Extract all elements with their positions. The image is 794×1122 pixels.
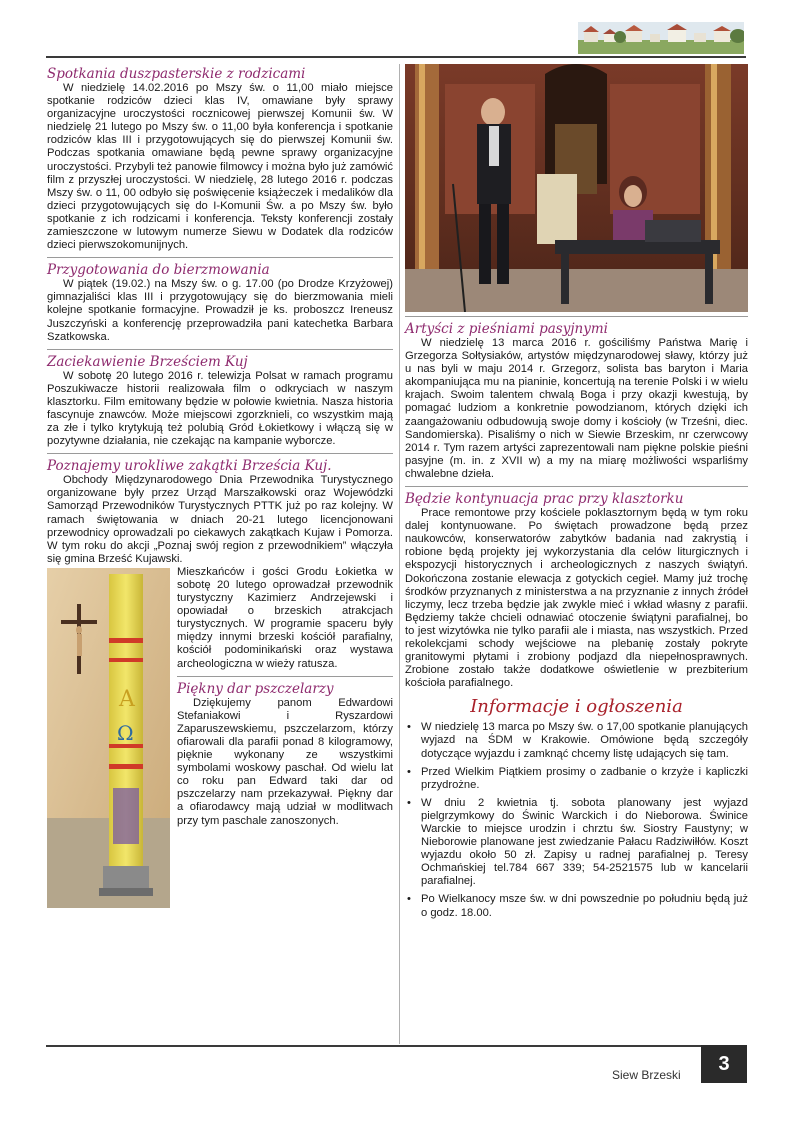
section-rule — [47, 257, 393, 258]
section-text-parents-meetings: W niedzielę 14.02.2016 po Mszy św. o 11,00 miało miejsce spotkanie rodziców dzieci klas IV, omawiane były sprawy organizacyjne uroczystości rocznicowej pierwszej Komunii św. W niedzielę 21 lutego po Mszy św. o 11,00 była konferencja i spotkanie rodziców klas III i przygotowujących się do pierwszej Komunii św. Podczas spotkania omawiane będą pewne sprawy organizacyjne uroczystości. Przybyli też panowie filmowcy i można było już zamówić film z przyszłej uroczystości. W niedzielę, 28 lutego 2016 r. podczas Mszy św. o 11, 00 odbyło się poświęcenie książeczek i medalików dla dzieci przygotowujących się do I-Komunii Św. a po Mszy św. było spotkanie z ich rodzicami i konferencja. Teksty konferencji zostały zamieszczone w lutowym numerze Siewu w Dodatek dla rodziców dzieci pierwszokomunijnych. — [47, 82, 393, 252]
section-rule — [405, 316, 748, 317]
footer-rule — [46, 1045, 701, 1047]
announcement-item: • W niedzielę 13 marca po Mszy św. o 17,00 spotkanie planujących wyjazd na ŚDM w Krakowie. Omówione będą szczegóły dotyczące wyjazdu i zamknąć chcemy listę udających się tam. — [405, 721, 748, 760]
artists-concert-photo — [405, 64, 748, 312]
section-text-confirmation: W piątek (19.02.) na Mszy św. o g. 17.00 (po Drodze Krzyżowej) gimnazjaliści klas III i przygotowujący się do bierzmowania mieli kolejne spotkanie formacyjne. Prowadził je ks. proboszcz Ireneusz Juszczyński a konferencję przeprowadziła pani katechetka Barbara Szatkowska. — [47, 278, 393, 343]
section-title-tv-film: Zaciekawienie Brześciem Kuj — [47, 353, 248, 370]
section-rule — [405, 486, 748, 487]
right-column — [405, 64, 748, 925]
announcements-list — [405, 721, 748, 919]
section-text-guides-a: Obchody Międzynarodowego Dnia Przewodnika Turystycznego organizowane były przez Urząd Marszałkowski oraz Wojewódzki Samorząd Przewodników Turystycznych PTTK już po raz kolejny. W ramach świętowania w dniach 20-21 lutego licencjonowani przewodnicy oprowadzali po ciekawych zakątkach Kujaw i Pomorza. W tym roku do akcji „Poznaj swój region z przewodnikiem” włączyła się gmina Brześć Kujawski. — [47, 474, 393, 565]
publication-name: Siew Brzeski — [612, 1068, 681, 1082]
paschal-candle-photo — [47, 568, 170, 908]
announcements-title: Informacje i ogłoszenia — [470, 696, 683, 718]
svg-text:A: A — [119, 686, 135, 712]
section-text-guides-b: Mieszkańców i gości Grodu Łokietka w sobotę 20 lutego oprowadzał przewodnik turystyczny Kazimierz Andrzejewski i opowiadał o brzeskich atrakcjach turystycznych. W programie spaceru były między innymi brzeski kościół parafialny, kościół podominikański oraz wystawa archeologiczna w wieży ratusza. — [177, 565, 393, 670]
section-title-monastery-works: Będzie kontynuacja prac przy klasztorku — [405, 491, 684, 508]
announcement-item: • Po Wielkanocy msze św. w dni powszednie po południu będą już o godz. 18.00. — [405, 893, 748, 919]
section-rule — [47, 349, 393, 350]
header-rule — [46, 56, 746, 58]
section-text-monastery-works: Prace remontowe przy kościele poklasztornym będą w tym roku dalej kontynuowane. Po świętach prowadzone będą przez naukowców, konserwatorów zabytków badania nad zakrystią i robione będą projekty jej wykorzystania dla celów liturgicznych i ekspozycji historycznych i archeologicznych z naszych świątyń. Dokończona zostanie elewacja z gotyckich cegieł. Mamy już trochę środków przyznanych z ministerstwa a na przyznanie z innych źródeł liczymy, lecz trzeba będzie jak zwykle mieć i wkład własny z parafii. Będziemy także chcieli odnawiać otoczenie świątyni parafialnej, bo to jest wizytówka nie tylko parafii ale i miasta, nas wszystkich. Przed rekolekcjami schody wejściowe na plebanię zostały pokryte granitowymi płytami i zrobiony podjazd dla niepełnosprawnych. Zrobione zostało także dodatkowe oświetlenie w prezbiterium kościoła parafialnego. — [405, 507, 748, 690]
column-divider — [399, 64, 400, 1044]
page-number: 3 — [701, 1045, 747, 1083]
header-landscape-photo — [578, 22, 744, 54]
svg-text:Ω: Ω — [117, 720, 134, 745]
announcement-item: • Przed Wielkim Piątkiem prosimy o zadbanie o krzyże i kapliczki przydrożne. — [405, 766, 748, 792]
section-rule — [47, 453, 393, 454]
section-title-artists: Artyści z pieśniami pasyjnymi — [405, 321, 608, 337]
section-title-parents-meetings: Spotkania duszpasterskie z rodzicami — [47, 66, 306, 82]
left-column — [47, 64, 393, 908]
section-text-beekeepers: Dziękujemy panom Edwardowi Stefaniakowi i Ryszardowi Zaparuszewskiemu, pszczelarzom, którzy ofiarowali dla parafii ponad 8 kilogramowy, pięknie wykonany ze wszystkimi symbolami woskowy paschał. Od wielu lat co roku pan Edward taki dar od pszczelarzy nam przekazywał. Piękny dar a ofiarodawcy mają udział w modlitwach przy tym paschale zanoszonych. — [177, 696, 393, 827]
section-text-artists: W niedzielę 13 marca 2016 r. gościliśmy Państwa Marię i Grzegorza Sołtysiaków, artystów międzynarodowej sławy, którzy już u nas byli w maju 2014 r. Grzegorz, solista bas baryton i Maria akompaniująca mu na pianinie, koncertują na terenie Polski i w wielu krajach. Swoim talentem chwalą Boga i przy okazji kwestują, by pomagać ludziom a konkretnie powodzianom, których dzięki ich zaangażowaniu odbudowują swoje domy i kościoły (w Trześni, diec. Sandomierska). Pisaliśmy o nich w Siewie Brzeskim, nr czerwcowy 2014 r. Tym razem artyści zaprezentowali nam piękne polskie pieśni pasyjne (m. in. z XVII w) a my na miarę możliwości wsparliśmy chwalebne dzieła. — [405, 337, 748, 480]
section-rule — [177, 676, 393, 677]
announcement-item: • W dniu 2 kwietnia tj. sobota planowany jest wyjazd pielgrzymkowy do Świnic Warckich i do Nieborowa. Świnice Warckie to miejsce urodzin i chrztu św. Siostry Faustyny; w Nieborowie planowane jest zwiedzanie Pałacu Radziwiłłów. Koszt wyjazdu około 50 zł. Zapisy u radnej parafialnej p. Teresy Ochmańskiej tel.784 667 339; 54-2521575 lub w kancelarii parafialnej. — [405, 797, 748, 889]
section-text-tv-film: W sobotę 20 lutego 2016 r. telewizja Polsat w ramach programu Poszukiwacze historii realizowała film o odkryciach w naszym klasztorku. Film emitowany będzie w połowie kwietnia. Nasza historia fascynuje znawców. Może miejscowi zgorzknieli, co wszystkim mają za złe i tylko krytykują też polubią Gród Łokietkowy i włączą się w pozytywne działania, nie czekając na kampanie wyborcze. — [47, 369, 393, 448]
section-title-guides: Poznajemy urokliwe zakątki Brześcia Kuj. — [47, 458, 332, 475]
section-title-beekeepers: Piękny dar pszczelarzy — [177, 680, 334, 697]
section-title-confirmation: Przygotowania do bierzmowania — [47, 262, 270, 279]
